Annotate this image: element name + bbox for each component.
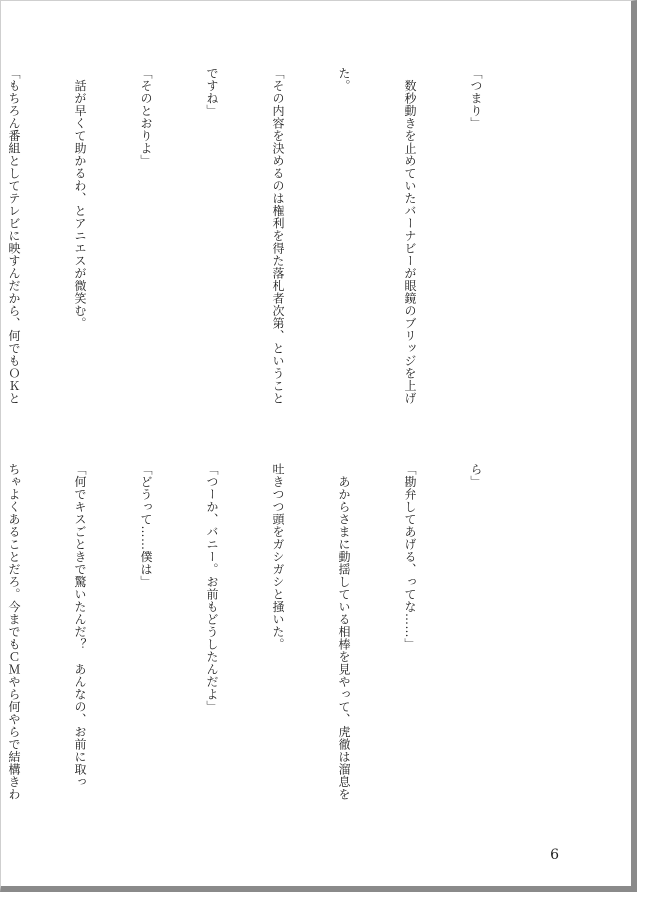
text-line: 「勘弁してあげる、ってな……」	[403, 463, 417, 651]
text-line: あからさまに動揺している相棒を見やって、虎徹は溜息を	[337, 463, 351, 801]
text-block-top	[7, 67, 531, 447]
text-line: 数秒動きを止めていたバーナビーが眼鏡のブリッジを上げ	[403, 67, 417, 405]
text-block-bottom	[7, 463, 531, 843]
text-line: 「つーか、バニー。お前もどうしたんだよ」	[205, 463, 219, 713]
text-line: 吐きつつ頭をガシガシと掻いた。	[271, 463, 285, 651]
text-line: 「もちろん番組としてテレビに映すんだから、何でもＯＫと	[7, 67, 21, 405]
text-line: 「その内容を決めるのは権利を得た落札者次第、ということ	[271, 67, 285, 405]
text-line: 「どうって……僕は」	[139, 463, 153, 588]
page-number: 6	[550, 847, 559, 863]
text-line: 「つまり」	[469, 67, 483, 130]
text-line: ちゃよくあることだろ。今までもＣＭやら何やらで結構きわ	[7, 463, 21, 801]
text-line: ですね」	[205, 67, 219, 117]
text-line: た。	[337, 67, 351, 92]
text-line: 「そのとおりよ」	[139, 67, 153, 167]
text-line: 「何でキスごときで驚いたんだ？ あんなの、お前に取っ	[73, 463, 87, 788]
text-line: 話が早くて助かるわ、とアニエスが微笑む。	[73, 67, 87, 330]
text-line: ら」	[469, 463, 483, 488]
